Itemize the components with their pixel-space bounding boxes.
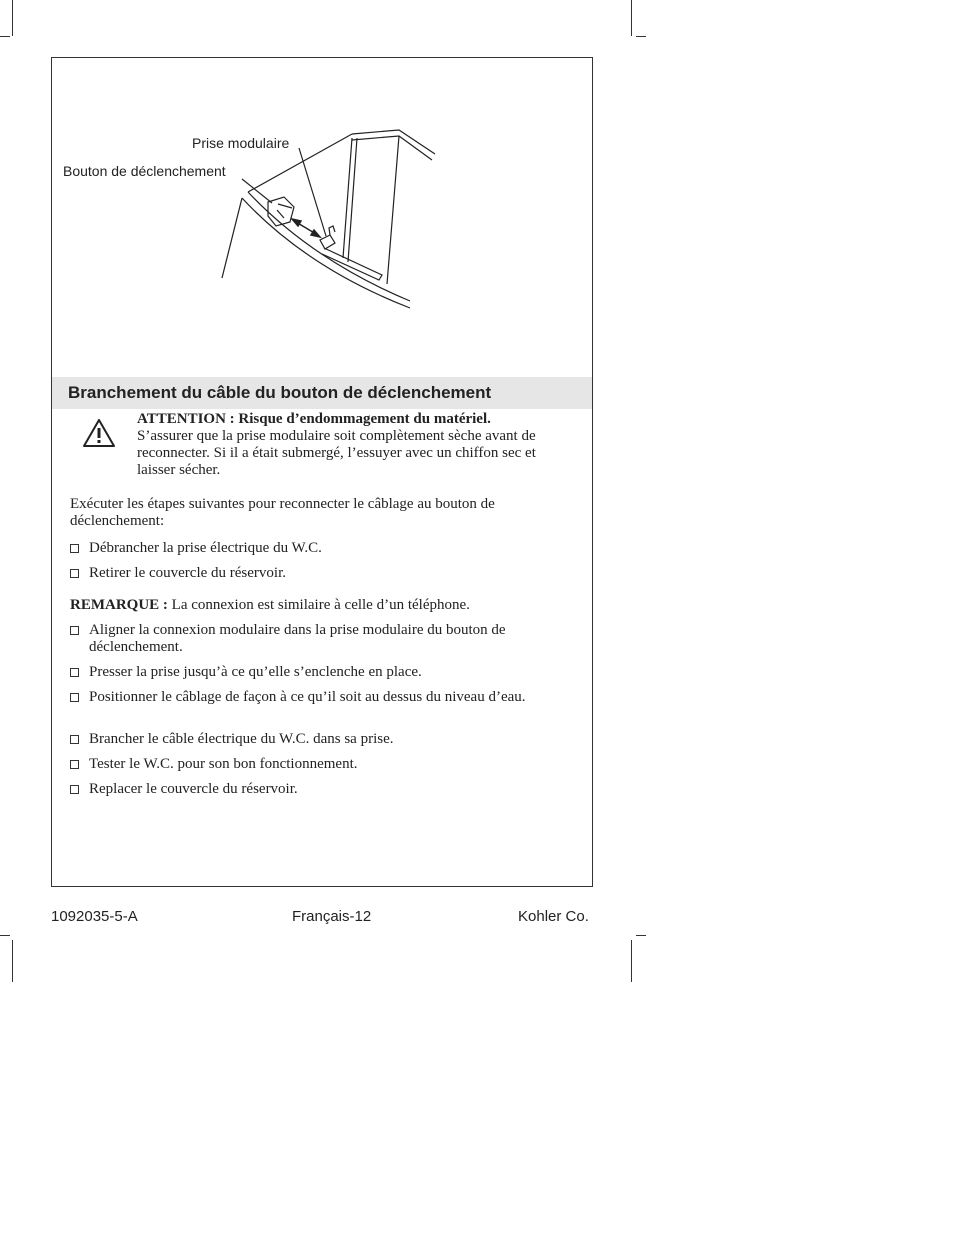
crop-mark	[631, 940, 632, 982]
list-item-text: Aligner la connexion modulaire dans la prise modulaire du bouton de déclenchement.	[89, 622, 506, 655]
illustration	[52, 58, 592, 378]
crop-mark	[0, 36, 10, 37]
crop-mark	[12, 0, 13, 36]
list-item-text: Tester le W.C. pour son bon fonctionnement.	[89, 756, 358, 772]
crop-mark	[631, 0, 632, 36]
caution-text: S’assurer que la prise modulaire soit complètement sèche avant de reconnecter. Si il a était submergé, l’essuyer avec un chiffon sec et laisser sécher.	[137, 428, 536, 478]
checkbox-icon	[70, 760, 79, 769]
caution-lead: ATTENTION : Risque d’endommagement du matériel.	[137, 411, 491, 427]
note-text: La connexion est similaire à celle d’un téléphone.	[171, 597, 470, 613]
footer-company: Kohler Co.	[518, 908, 589, 925]
intro-paragraph: Exécuter les étapes suivantes pour reconnecter le câblage au bouton de déclenchement:	[70, 496, 495, 529]
list-item-text: Positionner le câblage de façon à ce qu’il soit au dessus du niveau d’eau.	[89, 689, 526, 705]
tank-illustration	[52, 58, 592, 378]
crop-mark	[636, 935, 646, 936]
checkbox-icon	[70, 569, 79, 578]
section-title: Branchement du câble du bouton de déclenchement	[68, 383, 492, 402]
list-item-text: Retirer le couvercle du réservoir.	[89, 565, 286, 581]
list-item-text: Presser la prise jusqu’à ce qu’elle s’enclenche en place.	[89, 664, 422, 680]
checkbox-icon	[70, 693, 79, 702]
checkbox-icon	[70, 785, 79, 794]
caution-notice	[137, 411, 573, 479]
list-item-text: Débrancher la prise électrique du W.C.	[89, 540, 322, 556]
crop-mark	[0, 935, 10, 936]
note-label: REMARQUE :	[70, 597, 168, 613]
note-paragraph	[70, 597, 575, 614]
footer-page-number: Français-12	[292, 908, 372, 925]
footer-doc-number: 1092035-5-A	[51, 908, 138, 925]
checkbox-icon	[70, 735, 79, 744]
list-item-text: Brancher le câble électrique du W.C. dans sa prise.	[89, 731, 394, 747]
checkbox-icon	[70, 626, 79, 635]
label-prise-modulaire: Prise modulaire	[192, 135, 290, 151]
crop-mark	[12, 940, 13, 982]
checkbox-icon	[70, 668, 79, 677]
checkbox-icon	[70, 544, 79, 553]
label-bouton-declenchement: Bouton de déclenchement	[63, 163, 226, 179]
section-header	[52, 377, 592, 409]
content-frame	[51, 57, 593, 887]
list-item-text: Replacer le couvercle du réservoir.	[89, 781, 298, 797]
warning-triangle-icon	[82, 418, 116, 448]
crop-mark	[636, 36, 646, 37]
